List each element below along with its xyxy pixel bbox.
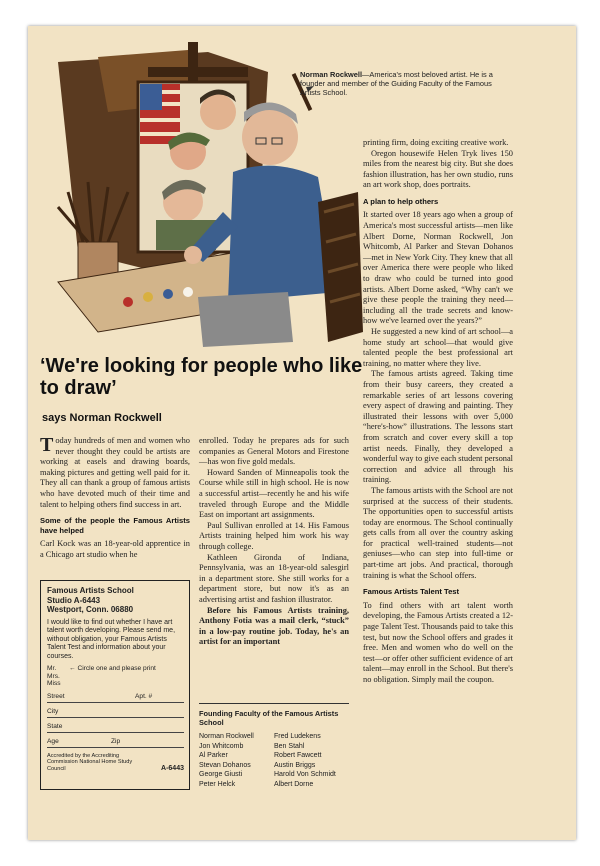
col3-paragraph-7: To find others with art talent worth developing, the Famous Artists created a 12-page Talent Test. Thousands paid to take this test, but now the School offers and grades it free. Men and women who do well on the test—or offer other sufficient evidence of art talent—may enroll in the School. But there's no obligation. Simply mail the coupon. — [363, 600, 514, 684]
founding-faculty — [199, 703, 349, 789]
column-2 — [199, 436, 349, 648]
faculty-heading: Founding Faculty of the Famous Artists School — [199, 703, 349, 727]
column-3 — [363, 138, 513, 686]
coupon-titles-note: ← Circle one and please print — [69, 665, 156, 672]
illustration-caption — [300, 70, 500, 97]
coupon-footer — [47, 753, 184, 773]
col2-paragraph-1: enrolled. Today he prepares ads for such companies as General Motors and Firestone—has won five gold medals. — [199, 436, 349, 467]
column-1 — [40, 436, 190, 560]
caption-text: —America's most beloved artist. He is a founder and member of the Guiding Faculty of the Famous Artists School. — [300, 70, 493, 97]
accreditation-text: Accredited by the Accrediting Commission National Home Study Council — [47, 752, 133, 772]
faculty-name: Albert Dorne — [274, 780, 314, 788]
col3-paragraph-2: Oregon housewife Helen Tryk lives 150 miles from the nearest big city. But she does fashion illustration, has her own studio, runs an art work shop, does portraits. — [363, 148, 513, 190]
col3-paragraph-5: The famous artists agreed. Taking time from their busy careers, they created a remarkable series of art lessons covering every aspect of drawing and painting. They illustrated their lessons with over 5,000 “here's-how” illustrations. The lessons start from scratch and cover every skill a top artist needs. Finally, they developed a wonderful way to give each student personal correction and advice all through his training. — [363, 369, 513, 485]
col2-paragraph-2: Howard Sanden of Minneapolis took the Course while still in high school. He is now a successful artist—recently he and his wife traveled through Europe and the Middle East on important art assignments. — [199, 467, 349, 520]
coupon-studio: Studio A-6443 — [47, 595, 101, 605]
coupon-request-text: I would like to find out whether I have art talent worth developing. Please send me, without obligation, your Famous Artists Talent Test and information about your courses. — [47, 618, 176, 660]
col3-paragraph-6: The famous artists with the School are not surprised at the success of their students. The opportunities open to successful artists today are enormous. The School continually gets calls from all over the country asking for practical well-trained students—not geniuses—who can step into full-time or part-time art jobs. And practical, thorough training is what the School offers. — [363, 485, 513, 580]
age-label: Age — [47, 737, 59, 745]
col2-paragraph-4: Kathleen Gironda of Indiana, Pennsylvania, was an 18-year-old salesgirl in a department store. She still works for a department store, but now it's as an advertising artist and fashion illustrator. — [199, 552, 349, 604]
col2-paragraph-3: Paul Sullivan enrolled at 14. His Famous Artists training helped him work his way through college. — [199, 520, 349, 551]
city-label: City — [47, 707, 59, 715]
faculty-name: Jon Whitcomb — [199, 742, 244, 750]
city-field[interactable] — [47, 708, 184, 718]
faculty-name: Norman Rockwell — [199, 733, 254, 740]
coupon-school-name: Famous Artists School — [47, 586, 134, 595]
faculty-name: Austin Briggs — [274, 761, 316, 769]
age-zip-field[interactable] — [47, 738, 184, 748]
byline: says Norman Rockwell — [42, 412, 162, 424]
subhead-plan: A plan to help others — [363, 196, 439, 206]
street-label: Street — [47, 692, 65, 700]
street-field[interactable] — [47, 693, 184, 703]
subhead-talent-test: Famous Artists Talent Test — [363, 587, 460, 597]
mail-coupon — [40, 580, 190, 790]
faculty-name: Ben Stahl — [274, 742, 305, 750]
headline: ‘We're looking for people who like to draw’ — [40, 355, 363, 399]
faculty-name: Harold Von Schmidt — [274, 771, 336, 778]
coupon-address: Westport, Conn. 06880 — [47, 605, 134, 614]
carl-kock-paragraph: Carl Kock was an 18-year-old apprentice in a Chicago art studio when he — [40, 539, 190, 559]
faculty-name: Al Parker — [199, 752, 228, 759]
col3-paragraph-4: He suggested a new kind of art school—a home study art school—that would give talented people the best professional art training, no matter where they live. — [363, 327, 513, 368]
col3-paragraph-1: printing firm, doing exciting creative work. — [363, 138, 509, 147]
faculty-name: Fred Ludekens — [274, 733, 321, 740]
intro-paragraph — [40, 436, 190, 510]
caption-name: Norman Rockwell — [300, 70, 363, 79]
faculty-name: Robert Fawcett — [274, 752, 322, 759]
state-field[interactable] — [47, 723, 184, 733]
coupon-code: A-6443 — [161, 764, 184, 772]
state-label: State — [47, 722, 63, 730]
faculty-name: Peter Helck — [199, 780, 236, 788]
col3-paragraph-3: It started over 18 years ago when a group of America's most successful artists—men like Albert Dorne, Norman Rockwell, Jon Whitcomb, Al Parker and Stevan Dohanos—met in New York City. They knew that all over America there were people who liked to draw who could be turned into good artists. Albert Dorne asked, “Why can't we give these people the training they need—including all the trade secrets and know-how we've learned over the years?” — [363, 210, 513, 326]
apt-label: Apt. # — [135, 692, 153, 700]
zip-label: Zip — [111, 737, 121, 745]
intro-text: oday hundreds of men and women who never thought they could be artists are working at easels and drawing boards, making pictures and getting well paid for it. They all can thank a group of famous artists who have devoted much of their time and talent to helping others find success in art. — [40, 436, 190, 509]
coupon-titles[interactable]: Mr. Mrs. Miss — [47, 665, 61, 688]
subhead-people-helped: Some of the people the Famous Artists have helped — [40, 516, 190, 535]
faculty-name: George Giusti — [199, 771, 243, 778]
faculty-names — [199, 732, 349, 789]
faculty-name: Stevan Dohanos — [199, 761, 251, 769]
coupon-title-select[interactable] — [47, 665, 184, 688]
col2-paragraph-5: Before his Famous Artists training, Anthony Fotia was a mail clerk, “stuck” in a low-pay routine job. Today, he's an artist for an important — [199, 605, 349, 647]
drop-cap: T — [40, 434, 54, 456]
